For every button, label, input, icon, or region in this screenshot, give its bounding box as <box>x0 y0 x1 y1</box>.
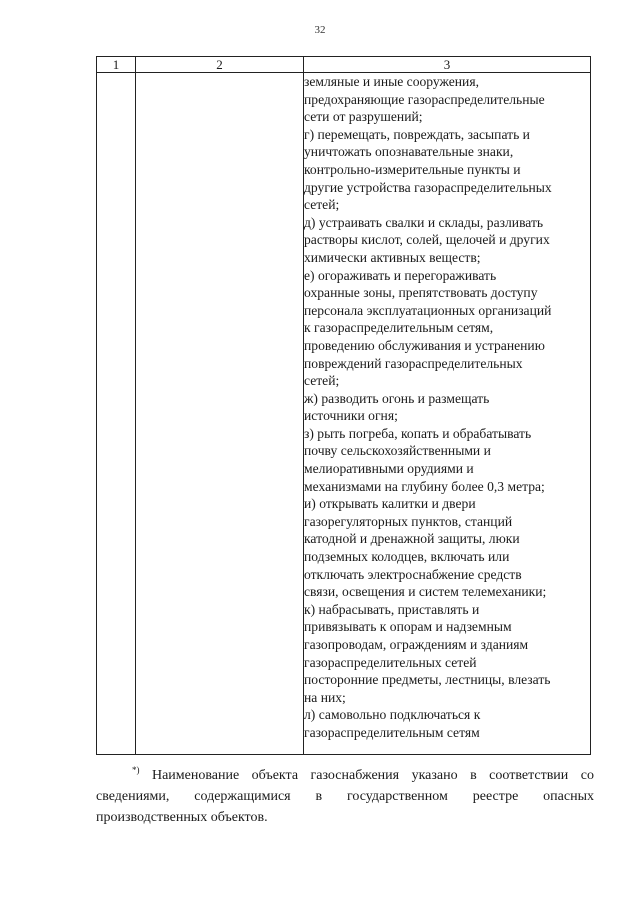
text-line: связи, освещения и систем телемеханики; <box>304 584 547 600</box>
text-line: отключать электроснабжение средств <box>304 566 522 582</box>
text-line: контрольно-измерительные пункты и <box>304 161 521 177</box>
footnote-line-2: сведениями, содержащимися в государственном реестре опасных <box>96 789 594 804</box>
text-line: и) открывать калитки и двери <box>304 496 476 512</box>
text-line: з) рыть погреба, копать и обрабатывать <box>304 425 532 441</box>
text-line: к газораспределительным сетям, <box>304 320 494 336</box>
text-line: проведению обслуживания и устранению <box>304 337 545 353</box>
table-cell-col1 <box>97 73 136 755</box>
text-line: посторонние предметы, лестницы, влезать <box>304 672 551 688</box>
footnote-line-1 <box>96 760 594 786</box>
text-line: уничтожать опознавательные знаки, <box>304 144 514 160</box>
table-cell-col2 <box>136 73 304 755</box>
footnote-mark: *) <box>132 765 140 775</box>
table-header-row <box>97 57 591 73</box>
text-line: на них; <box>304 689 346 705</box>
text-line: г) перемещать, повреждать, засыпать и <box>304 126 530 142</box>
text-line: механизмами на глубину более 0,3 метра; <box>304 478 545 494</box>
text-line: катодной и дренажной защиты, люки <box>304 531 520 547</box>
footnote-text-1: Наименование объекта газоснабжения указано в соответствии со <box>151 768 594 783</box>
text-line: ж) разводить огонь и размещать <box>304 390 490 406</box>
text-line: газораспределительным сетям <box>304 724 480 740</box>
text-line: земляные и иные сооружения, <box>304 74 479 89</box>
text-line: газорегуляторных пунктов, станций <box>304 513 513 529</box>
text-line: газопроводам, ограждениям и зданиям <box>304 637 529 652</box>
text-line: газораспределительных сетей <box>304 654 477 670</box>
requirements-table <box>96 56 591 755</box>
text-line: другие устройства газораспределительных <box>304 179 552 195</box>
text-line: предохраняющие газораспределительные <box>304 91 545 107</box>
text-line: почву сельскохозяйственными и <box>304 443 491 459</box>
column-header-3: 3 <box>304 57 591 73</box>
column-header-2: 2 <box>136 57 304 73</box>
text-line: сетей; <box>304 373 340 389</box>
text-line: охранные зоны, препятствовать доступу <box>304 285 538 301</box>
text-line: сетей; <box>304 197 340 213</box>
text-line: д) устраивать свалки и склады, разливать <box>304 214 544 230</box>
footnote-line-3: производственных объектов. <box>96 810 268 825</box>
table-cell-col3 <box>304 73 591 755</box>
page-number: 32 <box>314 24 326 36</box>
text-line: подземных колодцев, включать или <box>304 549 510 565</box>
text-line: персонала эксплуатационных организаций <box>304 302 552 318</box>
text-line: л) самовольно подключаться к <box>304 707 481 723</box>
text-line: к) набрасывать, приставлять и <box>304 601 480 617</box>
text-line: повреждений газораспределительных <box>304 355 523 371</box>
table-row <box>97 73 591 755</box>
text-line: мелиоративными орудиями и <box>304 461 474 477</box>
text-line: химически активных веществ; <box>304 249 481 265</box>
footnote <box>96 760 594 828</box>
text-line: источники огня; <box>304 408 398 424</box>
text-line: сети от разрушений; <box>304 109 423 125</box>
text-line: привязывать к опорам и надземным <box>304 619 512 635</box>
column-header-1: 1 <box>97 57 136 73</box>
text-line: растворы кислот, солей, щелочей и других <box>304 232 550 248</box>
text-line: е) огораживать и перегораживать <box>304 267 497 283</box>
